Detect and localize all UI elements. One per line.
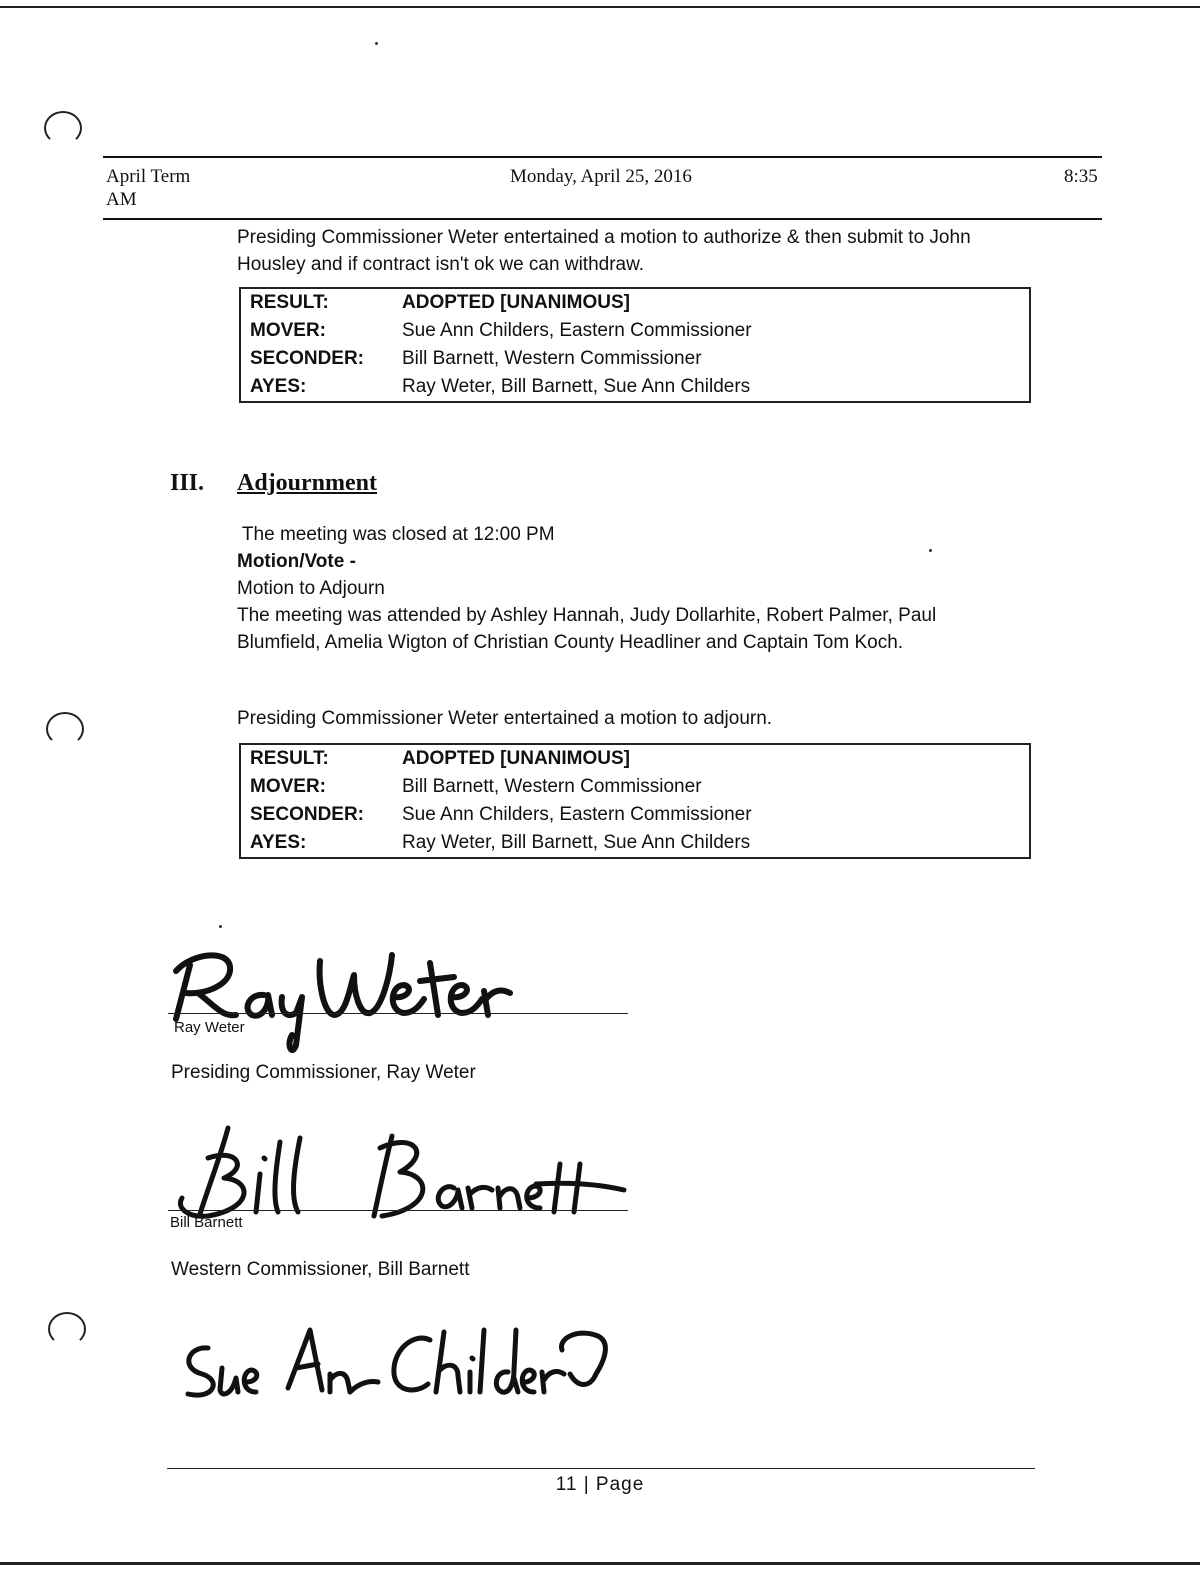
vote-row [240, 801, 1030, 829]
vote-value: Sue Ann Childers, Eastern Commissioner [402, 320, 752, 341]
vote-label: RESULT: [250, 292, 329, 313]
page-label: | Page [583, 1474, 645, 1495]
vote-label: AYES: [250, 376, 307, 397]
signatory-title: Western Commissioner, Bill Barnett [171, 1259, 470, 1280]
adjournment-body [237, 521, 936, 656]
vote-row [240, 288, 1030, 317]
signature-line [168, 1210, 628, 1211]
punch-hole [48, 1312, 86, 1346]
page-number: 11 [555, 1474, 578, 1495]
vote-label: AYES: [250, 832, 307, 853]
footer-rule [167, 1468, 1035, 1469]
vote-value: Bill Barnett, Western Commissioner [402, 348, 702, 369]
signature-line [168, 1013, 628, 1014]
vote-label: MOVER: [250, 776, 326, 797]
vote-value: Ray Weter, Bill Barnett, Sue Ann Childers [402, 376, 751, 397]
attendance-line: Blumfield, Amelia Wigton of Christian County Headliner and Captain Tom Koch. [237, 632, 904, 653]
vote-row [240, 744, 1030, 773]
motion-1-vote-table [239, 287, 1031, 403]
vote-label: SECONDER: [250, 804, 365, 825]
motion-to-adjourn: Motion to Adjourn [237, 578, 385, 599]
printed-name: Bill Barnett [170, 1214, 243, 1231]
signature-ray-weter [168, 935, 628, 1055]
vote-value: ADOPTED [UNANIMOUS] [402, 748, 630, 769]
printed-name: Ray Weter [174, 1019, 245, 1036]
header-term: April Term [106, 166, 191, 187]
vote-label: SECONDER: [250, 348, 365, 369]
motion-1-line: Housley and if contract isn't ok we can withdraw. [237, 254, 645, 275]
vote-value: Bill Barnett, Western Commissioner [402, 776, 702, 797]
header-date: Monday, April 25, 2016 [510, 166, 692, 187]
vote-value: Sue Ann Childers, Eastern Commissioner [402, 804, 752, 825]
header-top-rule [103, 156, 1102, 158]
vote-value: ADOPTED [UNANIMOUS] [402, 292, 630, 313]
vote-row [240, 317, 1030, 345]
page-footer [0, 1474, 1200, 1496]
signature-sue-ann-childers [178, 1318, 618, 1408]
attendance-line: The meeting was attended by Ashley Hannah, Judy Dollarhite, Robert Palmer, Paul [237, 605, 937, 626]
adjournment-closed-line: The meeting was closed at 12:00 PM [237, 524, 555, 545]
vote-row [240, 345, 1030, 373]
signatory-title: Presiding Commissioner, Ray Weter [171, 1062, 476, 1083]
scan-edge-top [0, 6, 1200, 8]
header-ampm: AM [106, 189, 137, 210]
punch-hole [44, 111, 82, 145]
motion-2-vote-table [239, 743, 1031, 859]
speck [375, 42, 378, 45]
scan-edge-bottom [0, 1562, 1200, 1565]
punch-hole [46, 712, 84, 746]
motion-vote-heading: Motion/Vote - [237, 551, 356, 572]
motion-2-text: Presiding Commissioner Weter entertained a motion to adjourn. [237, 708, 773, 729]
section-number: III. [170, 470, 205, 496]
vote-label: RESULT: [250, 748, 329, 769]
speck [219, 925, 222, 928]
header-time: 8:35 [1064, 166, 1098, 187]
motion-1-text [237, 224, 971, 278]
vote-row [240, 829, 1030, 858]
section-title: Adjournment [237, 470, 378, 496]
handwritten-signature-image [168, 935, 628, 1055]
vote-row [240, 373, 1030, 402]
handwritten-signature-image [178, 1318, 618, 1408]
signature-bill-barnett [168, 1118, 628, 1238]
header-bottom-rule [103, 218, 1102, 220]
vote-value: Ray Weter, Bill Barnett, Sue Ann Childers [402, 832, 751, 853]
vote-label: MOVER: [250, 320, 326, 341]
motion-1-line: Presiding Commissioner Weter entertained a motion to authorize & then submit to John [237, 227, 971, 248]
vote-row [240, 773, 1030, 801]
